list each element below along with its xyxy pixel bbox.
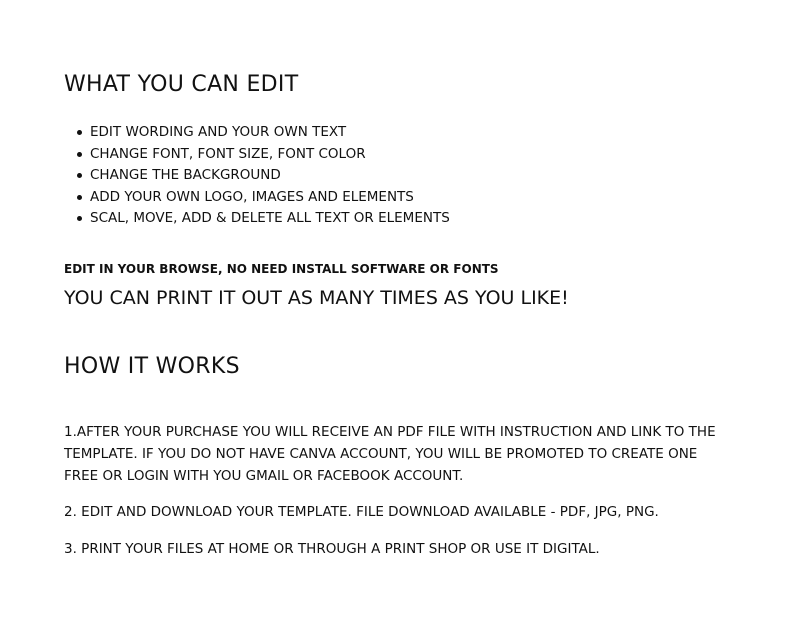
what-you-can-edit-heading: WHAT YOU CAN EDIT <box>64 72 299 97</box>
bullet-dot-icon <box>77 173 82 178</box>
list-item-text: CHANGE FONT, FONT SIZE, FONT COLOR <box>90 145 366 162</box>
bullet-dot-icon <box>77 195 82 200</box>
bullet-dot-icon <box>77 152 82 157</box>
step-1-line-2: TEMPLATE. IF YOU DO NOT HAVE CANVA ACCOUNT, YOU WILL BE PROMOTED TO CREATE ONE <box>64 446 698 462</box>
step-1-text <box>64 421 716 487</box>
list-item-text: CHANGE THE BACKGROUND <box>90 167 281 183</box>
list-item-text: ADD YOUR OWN LOGO, IMAGES AND ELEMENTS <box>90 188 414 205</box>
list-item <box>76 144 450 166</box>
step-1-line-3: FREE OR LOGIN WITH YOU GMAIL OR FACEBOOK ACCOUNT. <box>64 468 464 484</box>
list-item-text: EDIT WORDING AND YOUR OWN TEXT <box>90 124 347 140</box>
step-1-line-1: 1.AFTER YOUR PURCHASE YOU WILL RECEIVE AN PDF FILE WITH INSTRUCTION AND LINK TO THE <box>64 424 716 440</box>
browser-note: EDIT IN YOUR BROWSE, NO NEED INSTALL SOFTWARE OR FONTS <box>64 262 499 276</box>
list-item <box>76 208 450 230</box>
bullet-dot-icon <box>77 216 82 221</box>
print-note: YOU CAN PRINT IT OUT AS MANY TIMES AS YOU LIKE! <box>64 287 569 309</box>
step-2-text: 2. EDIT AND DOWNLOAD YOUR TEMPLATE. FILE DOWNLOAD AVAILABLE - PDF, JPG, PNG. <box>64 504 659 520</box>
bullet-dot-icon <box>77 130 82 135</box>
list-item <box>76 187 450 209</box>
list-item-text: SCAL, MOVE, ADD & DELETE ALL TEXT OR ELEMENTS <box>90 210 450 226</box>
list-item <box>76 165 450 187</box>
list-item <box>76 122 450 144</box>
step-3-text: 3. PRINT YOUR FILES AT HOME OR THROUGH A PRINT SHOP OR USE IT DIGITAL. <box>64 541 600 557</box>
how-it-works-heading: HOW IT WORKS <box>64 354 240 379</box>
edit-features-list <box>76 122 450 230</box>
